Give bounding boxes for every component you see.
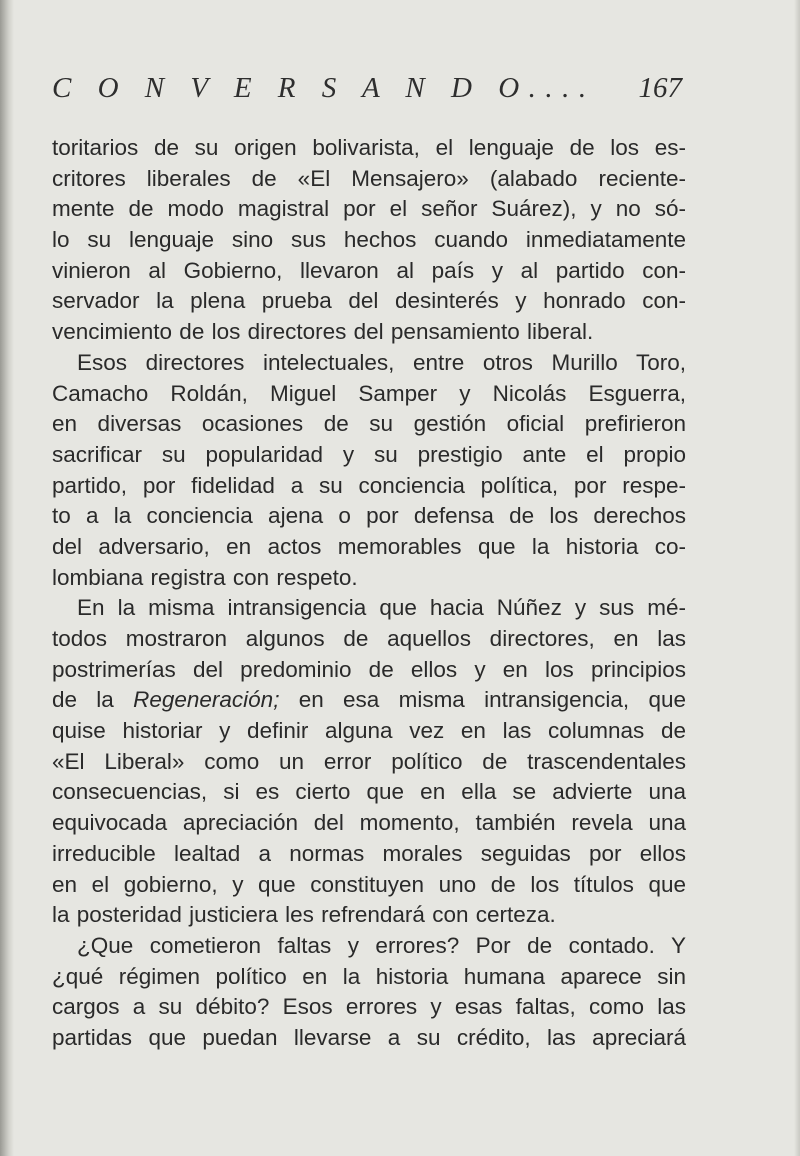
text-line: consecuencias, si es cierto que en ella se advierte una <box>52 779 686 805</box>
text-segment: en esa misma intransigencia, que <box>279 687 686 713</box>
body-text <box>52 133 686 1054</box>
binding-shadow <box>0 0 14 1156</box>
text-line: postrimerías del predominio de ellos y en los principios <box>52 656 686 682</box>
text-line: ¿Que cometieron faltas y errores? Por de contado. Y <box>77 932 686 958</box>
text-line: En la misma intransigencia que hacia Núñez y sus mé- <box>77 595 686 621</box>
text-segment: de la <box>52 687 134 713</box>
text-line: sacrificar su popularidad y su prestigio ante el propio <box>52 441 686 467</box>
text-line: Camacho Roldán, Miguel Samper y Nicolás Esguerra, <box>52 380 686 406</box>
text-line: en el gobierno, y que constituyen uno de los títulos que <box>52 871 686 897</box>
text-line: irreducible lealtad a normas morales seguidas por ellos <box>52 840 686 866</box>
text-line: servador la plena prueba del desinterés y honrado con- <box>52 288 686 314</box>
text-line: vinieron al Gobierno, llevaron al país y al partido con- <box>52 257 686 283</box>
text-line: del adversario, en actos memorables que la historia co- <box>52 533 686 559</box>
page-header <box>52 72 682 112</box>
text-line: lo su lenguaje sino sus hechos cuando inmediatamente <box>52 227 686 253</box>
page-edge <box>794 0 800 1156</box>
text-line: toritarios de su origen bolivarista, el lenguaje de los es- <box>52 135 686 160</box>
text-line: la posteridad justiciera les refrendará con certeza. <box>52 902 556 928</box>
text-line: lombiana registra con respeto. <box>52 564 358 590</box>
text-line: todos mostraron algunos de aquellos directores, en las <box>52 626 686 651</box>
text-line: to a la conciencia ajena o por defensa de los derechos <box>52 503 686 529</box>
running-head: C O N V E R S A N D O.... <box>52 72 596 104</box>
text-line: mente de modo magistral por el señor Suárez), y no só- <box>52 196 686 222</box>
text-line: ¿qué régimen político en la historia humana aparece sin <box>52 963 686 989</box>
text-line: cargos a su débito? Esos errores y esas faltas, como las <box>52 994 686 1020</box>
text-line: partido, por fidelidad a su conciencia política, por respe- <box>52 472 686 498</box>
text-line: partidas que puedan llevarse a su crédito, las apreciará <box>52 1024 686 1050</box>
text-line: quise historiar y definir alguna vez en las columnas de <box>52 718 686 744</box>
text-line-mixed <box>52 685 686 716</box>
emphasized-term: Regeneración; <box>133 687 280 713</box>
page-number: 167 <box>638 72 682 104</box>
text-line: Esos directores intelectuales, entre otros Murillo Toro, <box>77 349 686 375</box>
text-line: vencimiento de los directores del pensamiento liberal. <box>52 319 594 345</box>
text-line: en diversas ocasiones de su gestión oficial prefirieron <box>52 411 686 437</box>
text-line: «El Liberal» como un error político de trascendentales <box>52 748 686 774</box>
text-line: equivocada apreciación del momento, también revela una <box>52 810 686 836</box>
text-line: critores liberales de «El Mensajero» (alabado reciente- <box>52 165 686 191</box>
